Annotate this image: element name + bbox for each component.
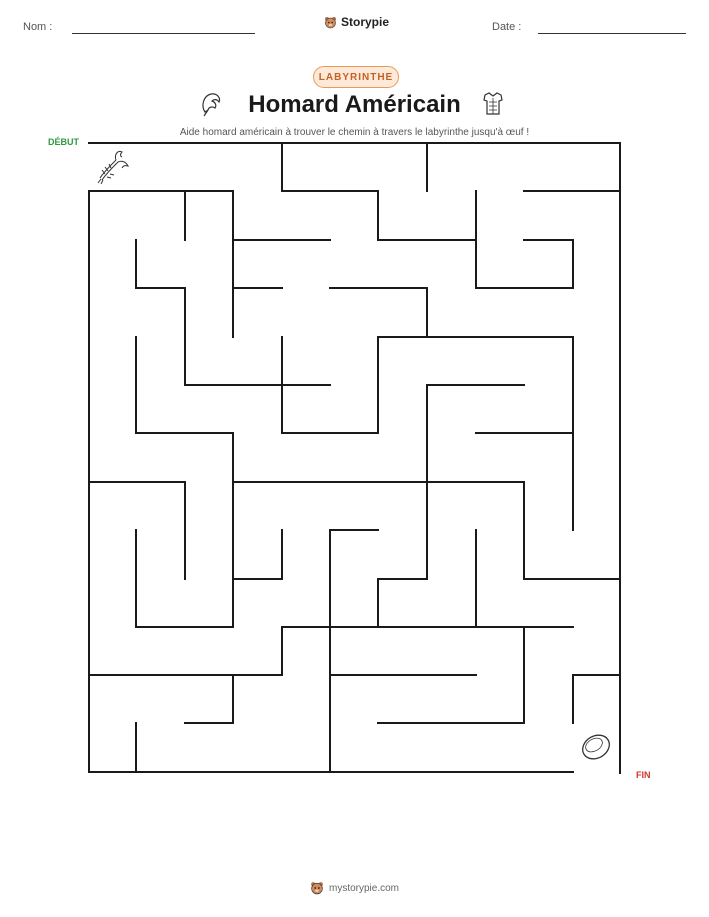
egg-icon — [578, 730, 613, 763]
end-label: FIN — [636, 770, 651, 780]
category-badge: LABYRINTHE — [313, 66, 399, 88]
footer — [0, 881, 709, 895]
instructions: Aide homard américain à trouver le chemin à travers le labyrinthe jusqu'à œuf ! — [179, 127, 530, 138]
bear-logo-icon — [310, 881, 324, 895]
page-title: Homard Américain — [248, 91, 461, 118]
start-label: DÉBUT — [48, 137, 79, 147]
footer-site[interactable]: mystorypie.com — [328, 882, 399, 894]
lobster-icon — [98, 151, 128, 184]
maze-walls — [89, 143, 620, 773]
name-label: Nom : — [23, 21, 53, 33]
brand-name: Storypie — [341, 15, 390, 29]
date-label: Date : — [492, 21, 522, 33]
